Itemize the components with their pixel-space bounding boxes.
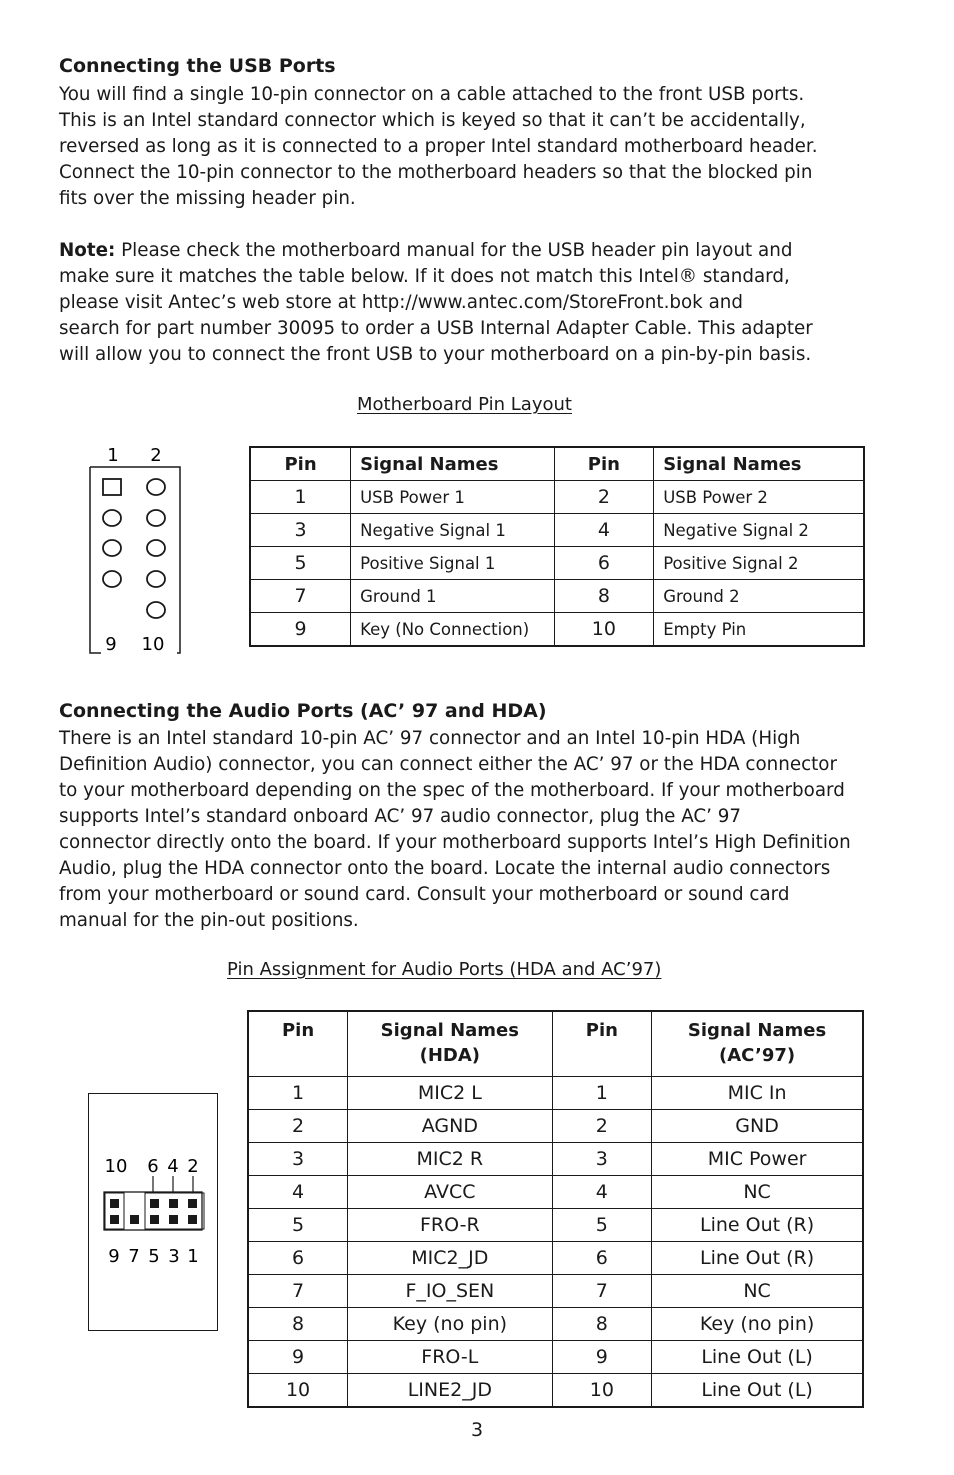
audio-pin-label-9: 9 bbox=[108, 1246, 120, 1267]
table-row bbox=[248, 1143, 863, 1176]
audio-table-caption: Pin Assignment for Audio Ports (HDA and AC’97) bbox=[227, 959, 662, 980]
table-row bbox=[248, 1374, 863, 1408]
usb-pin-1-square bbox=[103, 479, 121, 495]
pin-cell: 7 bbox=[248, 1275, 348, 1308]
usb-header-diagram bbox=[89, 443, 189, 658]
pin-cell: 3 bbox=[250, 514, 351, 547]
header-line: (AC’97) bbox=[719, 1045, 796, 1066]
header-pin: Pin bbox=[554, 447, 654, 481]
audio-pin bbox=[150, 1199, 159, 1208]
audio-pin bbox=[169, 1215, 178, 1224]
signal-cell: Positive Signal 2 bbox=[654, 547, 864, 580]
header-line: (HDA) bbox=[419, 1045, 481, 1066]
pin-cell: 4 bbox=[554, 514, 654, 547]
signal-cell: Key (no pin) bbox=[652, 1308, 863, 1341]
note-label: Note: bbox=[59, 240, 116, 261]
audio-header-diagram bbox=[88, 1093, 218, 1331]
signal-cell: FRO-L bbox=[348, 1341, 552, 1374]
pin-cell: 6 bbox=[554, 547, 654, 580]
audio-section-title: Connecting the Audio Ports (AC’ 97 and HDA) bbox=[59, 700, 547, 722]
audio-pin bbox=[110, 1215, 119, 1224]
table-row bbox=[248, 1077, 863, 1110]
signal-cell: MIC In bbox=[652, 1077, 863, 1110]
audio-pin bbox=[188, 1215, 197, 1224]
usb-pin-label-2: 2 bbox=[150, 445, 162, 466]
usb-note-line: please visit Antec’s web store at http://www.antec.com/StoreFront.bok and bbox=[59, 292, 743, 313]
pin-cell: 1 bbox=[250, 481, 351, 514]
signal-cell: GND bbox=[652, 1110, 863, 1143]
audio-pin-label-7: 7 bbox=[128, 1246, 140, 1267]
signal-cell: Key (no pin) bbox=[348, 1308, 552, 1341]
table-header-row bbox=[250, 447, 864, 481]
audio-intro-paragraph bbox=[59, 726, 909, 934]
usb-note-line: make sure it matches the table below. If it does not match this Intel® standard, bbox=[59, 266, 790, 287]
header-pin bbox=[552, 1011, 652, 1077]
signal-cell: AVCC bbox=[348, 1176, 552, 1209]
page-number: 3 bbox=[470, 1419, 484, 1441]
audio-intro-line: connector directly onto the board. If your motherboard supports Intel’s High Definition bbox=[59, 832, 851, 853]
audio-intro-line: to your motherboard depending on the spec of the motherboard. If your motherboard bbox=[59, 780, 845, 801]
table-header-row bbox=[248, 1011, 863, 1077]
signal-cell: Line Out (R) bbox=[652, 1209, 863, 1242]
table-row bbox=[248, 1308, 863, 1341]
audio-pin-label-6: 6 bbox=[147, 1156, 159, 1177]
pin-cell: 1 bbox=[552, 1077, 652, 1110]
signal-cell: FRO-R bbox=[348, 1209, 552, 1242]
audio-intro-line: Audio, plug the HDA connector onto the board. Locate the internal audio connectors bbox=[59, 858, 831, 879]
pin-cell: 1 bbox=[248, 1077, 348, 1110]
pin-cell: 7 bbox=[552, 1275, 652, 1308]
table-row bbox=[248, 1341, 863, 1374]
table-row bbox=[248, 1275, 863, 1308]
signal-cell: Negative Signal 1 bbox=[351, 514, 554, 547]
usb-intro-line: This is an Intel standard connector which is keyed so that it can’t be accidentally, bbox=[59, 110, 806, 131]
pin-cell: 9 bbox=[248, 1341, 348, 1374]
pin-cell: 3 bbox=[552, 1143, 652, 1176]
table-row bbox=[250, 580, 864, 613]
signal-cell: MIC Power bbox=[652, 1143, 863, 1176]
usb-note-paragraph bbox=[59, 238, 909, 368]
pin-cell: 3 bbox=[248, 1143, 348, 1176]
header-line: Signal Names bbox=[687, 1020, 827, 1041]
pin-cell: 10 bbox=[248, 1374, 348, 1408]
pin-cell: 7 bbox=[250, 580, 351, 613]
table-row bbox=[248, 1209, 863, 1242]
pin-cell: 2 bbox=[554, 481, 654, 514]
signal-cell: USB Power 2 bbox=[654, 481, 864, 514]
audio-intro-line: There is an Intel standard 10-pin AC’ 97 connector and an Intel 10-pin HDA (High bbox=[59, 728, 801, 749]
usb-pin bbox=[103, 540, 121, 556]
usb-pin bbox=[147, 479, 165, 495]
signal-cell: NC bbox=[652, 1275, 863, 1308]
table-row bbox=[250, 514, 864, 547]
header-pin bbox=[248, 1011, 348, 1077]
audio-pin-label-3: 3 bbox=[168, 1246, 180, 1267]
signal-cell: Positive Signal 1 bbox=[351, 547, 554, 580]
signal-cell: Empty Pin bbox=[654, 613, 864, 647]
table-row bbox=[250, 547, 864, 580]
usb-note-line: search for part number 30095 to order a USB Internal Adapter Cable. This adapter bbox=[59, 318, 813, 339]
pin-cell: 10 bbox=[552, 1374, 652, 1408]
table-row bbox=[250, 613, 864, 647]
signal-cell: MIC2_JD bbox=[348, 1242, 552, 1275]
audio-pin-table bbox=[247, 1010, 864, 1408]
pin-cell: 4 bbox=[552, 1176, 652, 1209]
signal-cell: Line Out (R) bbox=[652, 1242, 863, 1275]
usb-intro-line: fits over the missing header pin. bbox=[59, 188, 356, 209]
header-signal-names: Signal Names bbox=[654, 447, 864, 481]
usb-intro-line: Connect the 10-pin connector to the motherboard headers so that the blocked pin bbox=[59, 162, 813, 183]
audio-intro-line: from your motherboard or sound card. Consult your motherboard or sound card bbox=[59, 884, 790, 905]
table-row bbox=[248, 1110, 863, 1143]
usb-pin-label-10: 10 bbox=[141, 634, 165, 655]
table-row bbox=[248, 1176, 863, 1209]
signal-cell: Line Out (L) bbox=[652, 1374, 863, 1408]
usb-note-line: will allow you to connect the front USB to your motherboard on a pin-by-pin basis. bbox=[59, 344, 812, 365]
audio-pin-label-1: 1 bbox=[187, 1246, 199, 1267]
pin-cell: 10 bbox=[554, 613, 654, 647]
audio-intro-line: supports Intel’s standard onboard AC’ 97 audio connector, plug the AC’ 97 bbox=[59, 806, 742, 827]
signal-cell: Ground 1 bbox=[351, 580, 554, 613]
header-line: Pin bbox=[585, 1020, 618, 1041]
usb-pin-label-1: 1 bbox=[107, 445, 119, 466]
signal-cell: Line Out (L) bbox=[652, 1341, 863, 1374]
header-signal-names-ac97 bbox=[652, 1011, 863, 1077]
signal-cell: MIC2 R bbox=[348, 1143, 552, 1176]
usb-pin bbox=[147, 540, 165, 556]
pin-cell: 8 bbox=[552, 1308, 652, 1341]
audio-pin-label-4: 4 bbox=[167, 1156, 179, 1177]
audio-pin bbox=[169, 1199, 178, 1208]
pin-cell: 6 bbox=[552, 1242, 652, 1275]
signal-cell: F_IO_SEN bbox=[348, 1275, 552, 1308]
table-row bbox=[248, 1242, 863, 1275]
signal-cell: LINE2_JD bbox=[348, 1374, 552, 1408]
audio-intro-line: manual for the pin-out positions. bbox=[59, 910, 359, 931]
header-line: Pin bbox=[281, 1020, 315, 1041]
signal-cell: AGND bbox=[348, 1110, 552, 1143]
usb-intro-line: reversed as long as it is connected to a proper Intel standard motherboard header. bbox=[59, 136, 818, 157]
audio-pin bbox=[110, 1199, 119, 1208]
pin-cell: 5 bbox=[552, 1209, 652, 1242]
usb-pin-table bbox=[249, 446, 865, 647]
signal-cell: NC bbox=[652, 1176, 863, 1209]
pin-cell: 6 bbox=[248, 1242, 348, 1275]
usb-table-caption: Motherboard Pin Layout bbox=[357, 394, 572, 415]
usb-pin bbox=[103, 571, 121, 587]
usb-note-line: Please check the motherboard manual for the USB header pin layout and bbox=[121, 240, 793, 261]
usb-intro-line: You will find a single 10-pin connector on a cable attached to the front USB ports. bbox=[59, 84, 805, 105]
audio-pin bbox=[130, 1215, 139, 1224]
usb-pin-label-9: 9 bbox=[105, 634, 117, 655]
audio-intro-line: Definition Audio) connector, you can connect either the AC’ 97 or the HDA connector bbox=[59, 754, 838, 775]
usb-pin bbox=[147, 571, 165, 587]
pin-cell: 2 bbox=[248, 1110, 348, 1143]
audio-pin-label-5: 5 bbox=[148, 1246, 160, 1267]
pin-cell: 8 bbox=[554, 580, 654, 613]
usb-pin bbox=[147, 602, 165, 618]
usb-section-title: Connecting the USB Ports bbox=[59, 55, 336, 77]
signal-cell: USB Power 1 bbox=[351, 481, 554, 514]
audio-connector-outline bbox=[104, 1192, 202, 1230]
audio-pin-label-2: 2 bbox=[187, 1156, 199, 1177]
usb-pin bbox=[147, 510, 165, 526]
signal-cell: Key (No Connection) bbox=[351, 613, 554, 647]
signal-cell: Negative Signal 2 bbox=[654, 514, 864, 547]
audio-pin bbox=[188, 1199, 197, 1208]
usb-intro-paragraph bbox=[59, 82, 909, 212]
signal-cell: Ground 2 bbox=[654, 580, 864, 613]
pin-cell: 5 bbox=[250, 547, 351, 580]
usb-pin bbox=[103, 510, 121, 526]
header-pin: Pin bbox=[250, 447, 351, 481]
header-signal-names: Signal Names bbox=[351, 447, 554, 481]
audio-pin-label-10: 10 bbox=[104, 1156, 128, 1177]
pin-cell: 4 bbox=[248, 1176, 348, 1209]
pin-cell: 9 bbox=[552, 1341, 652, 1374]
header-line: Signal Names bbox=[380, 1020, 519, 1041]
pin-cell: 2 bbox=[552, 1110, 652, 1143]
header-signal-names-hda bbox=[348, 1011, 552, 1077]
audio-pin bbox=[150, 1215, 159, 1224]
table-row bbox=[250, 481, 864, 514]
signal-cell: MIC2 L bbox=[348, 1077, 552, 1110]
pin-cell: 9 bbox=[250, 613, 351, 647]
pin-cell: 8 bbox=[248, 1308, 348, 1341]
pin-cell: 5 bbox=[248, 1209, 348, 1242]
